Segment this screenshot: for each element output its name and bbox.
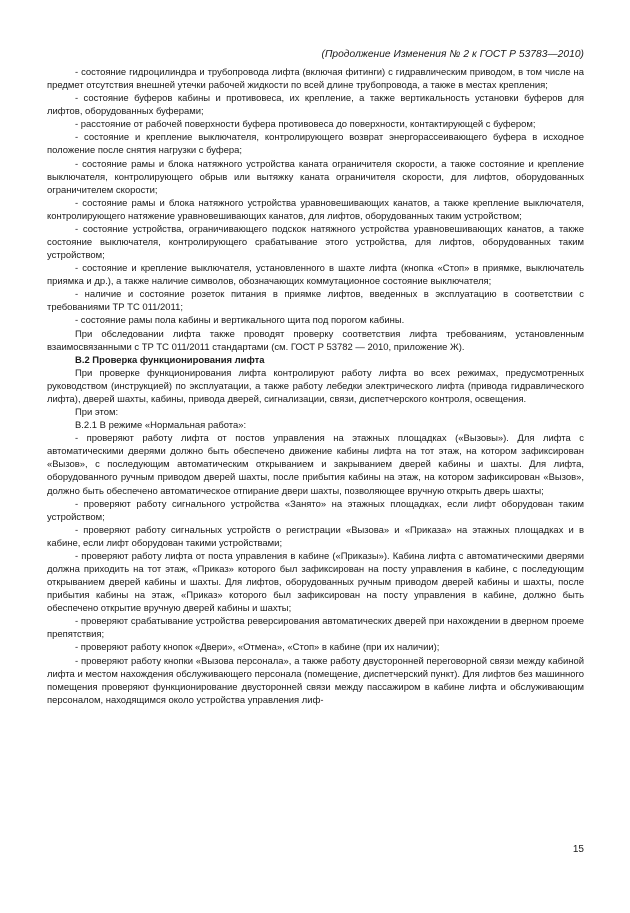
paragraph: - проверяют работу кнопок «Двери», «Отмена», «Стоп» в кабине (при их наличии); <box>75 642 440 654</box>
document-body <box>47 66 584 707</box>
paragraph: - состояние гидроцилиндра и трубопровода лифта (включая фитинги) с гидравлическим приводом, в том числе на предмет отсутствия внешней утечки рабочей жидкости по всей длине трубопровода, а также в местах крепления; <box>47 67 584 92</box>
paragraph: - проверяют работу лифта от постов управления на этажных площадках («Вызовы»). Для лифта с автоматическими дверями должно быть обеспечено движение кабины лифта на тот этаж, на котором зафиксирован «Вызов», с последующим автоматическим открыванием и закрыванием дверей кабины и шахты. Для лифта, оборудованного ручным приводом дверей шахты, после прибытия кабины на этаж, на котором зафиксирован «Вызов», должно быть обеспечено автоматическое отпирание двери шахты, позволяющее вручную открыть дверь шахты; <box>47 433 584 497</box>
paragraph: - проверяют работу кнопки «Вызова персонала», а также работу двусторонней переговорной связи между кабиной лифта и местом нахождения обслуживающего персонала (помещение, диспетчерский пункт). Для лифтов без машинного помещения проверяют функционирование двусторонней связи между пассажиром в кабине лифта и обслуживающим персоналом, находящимся около устройства управления лиф- <box>47 655 584 706</box>
paragraph: - проверяют работу сигнальных устройств о регистрации «Вызова» и «Приказа» на этажных площадках и в кабине, если лифт оборудован такими устройствами; <box>47 524 584 549</box>
paragraph: - наличие и состояние розеток питания в приямке лифтов, введенных в эксплуатацию в соответствии с требованиями ТР ТС 011/2011; <box>47 289 584 314</box>
paragraph: - проверяют срабатывание устройства реверсирования автоматических дверей при нахождении в дверном проеме препятствия; <box>47 616 584 641</box>
paragraph: - состояние рамы и блока натяжного устройства уравновешивающих канатов, а также крепление выключателя, контролирующего натяжение уравновешивающих канатов, для лифтов, оборудованных таким устройством; <box>47 197 584 222</box>
paragraph: - состояние устройства, ограничивающего подскок натяжного устройства уравновешивающих канатов, а также состояние выключателя, контролирующего срабатывание этого устройства, для лифтов, оборудованных таким устройством; <box>47 223 584 262</box>
section-heading: В.2 Проверка функционирования лифта <box>75 354 265 366</box>
page-header: (Продолжение Изменения № 2 к ГОСТ Р 53783—2010) <box>321 49 584 60</box>
paragraph: - состояние рамы пола кабины и вертикального щита под порогом кабины. <box>75 315 405 327</box>
paragraph: - проверяют работу сигнального устройства «Занято» на этажных площадках, если лифт оборудован таким устройством; <box>47 498 584 523</box>
paragraph: При проверке функционирования лифта контролируют работу лифта во всех режимах, предусмотренных руководством (инструкцией) по эксплуатации, а также работу лебедки электрического лифта (привода гидравлического лифта), дверей шахты, кабины, привода дверей, сигнализации, связи, диспетчерского контроля, освещения. <box>47 367 584 405</box>
paragraph: При этом: <box>75 407 119 419</box>
paragraph: - состояние буферов кабины и противовеса, их крепление, а также вертикальность установки буферов для лифтов, оборудованных буферами; <box>47 93 584 118</box>
paragraph: При обследовании лифта также проводят проверку соответствия лифта требованиям, установленным взаимосвязанными с ТР ТС 011/2011 стандартами (см. ГОСТ Р 53782 — 2010, приложение Ж). <box>47 328 584 353</box>
paragraph: - состояние и крепление выключателя, контролирующего возврат энергорассеивающего буфера в исходное положение после снятия нагрузки с буфера; <box>47 132 584 157</box>
paragraph: - расстояние от рабочей поверхности буфера противовеса до поверхности, контактирующей с буфером; <box>75 119 536 131</box>
paragraph: В.2.1 В режиме «Нормальная работа»: <box>75 420 247 432</box>
page-number: 15 <box>572 844 584 855</box>
paragraph: - проверяют работу лифта от поста управления в кабине («Приказы»). Кабина лифта с автоматическими дверями должна приходить на тот этаж, «Приказ» которого был зафиксирован на посту управления в кабине, с последующим открыванием дверей кабины и шахты. Для лифтов, оборудованных ручным приводом дверей кабины и шахты, после прибытия кабины на этаж, «Приказ» которого был зафиксирован на посту управления в кабине, должно быть обеспечено открытие вручную дверей кабины и шахты; <box>47 550 584 615</box>
paragraph: - состояние рамы и блока натяжного устройства каната ограничителя скорости, а также состояние и крепление выключателя, контролирующего обрыв или вытяжку каната ограничителя скорости, для лифтов, оборудованных ограничителем скорости; <box>47 158 584 196</box>
paragraph: - состояние и крепление выключателя, установленного в шахте лифта (кнопка «Стоп» в приямке, выключатель приямка и др.), а также наличие символов, обозначающих коммутационное состояние выключателя; <box>47 263 584 288</box>
